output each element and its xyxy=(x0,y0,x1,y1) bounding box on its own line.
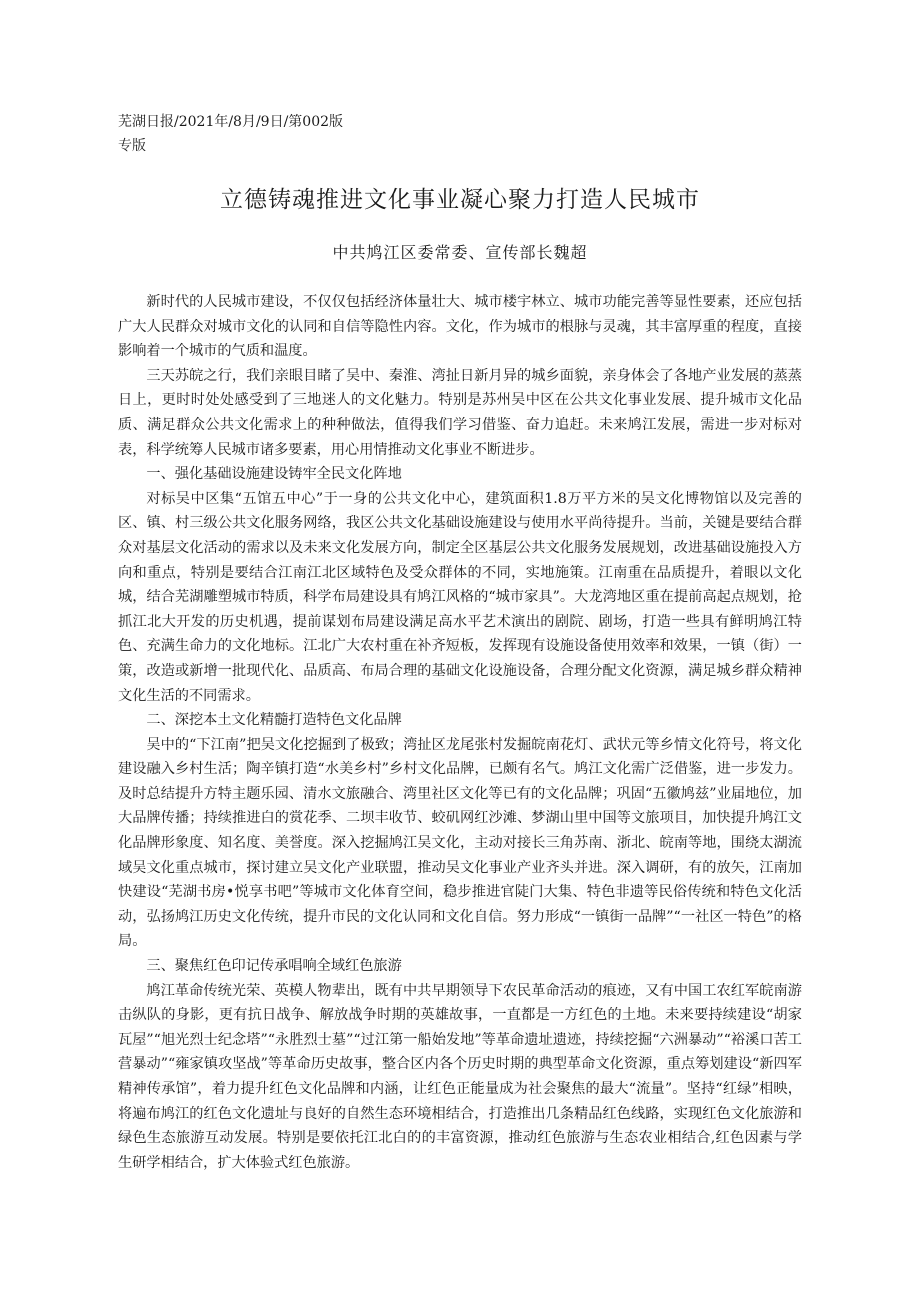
publication-meta xyxy=(118,110,343,158)
section-heading-3: 三、聚焦红色印记传承唱响全域红色旅游 xyxy=(146,958,402,975)
section-label: 专版 xyxy=(118,138,146,154)
section-heading-2: 二、深挖本土文化精髓打造特色文化品牌 xyxy=(146,712,402,729)
article-title: 立德铸魂推进文化事业凝心聚力打造人民城市 xyxy=(220,187,700,213)
section-heading-1: 一、强化基础设施建设铸牢全民文化阵地 xyxy=(146,466,402,483)
article-author: 中共鸠江区委常委、宣传部长魏超 xyxy=(332,243,588,262)
paragraph-section-1: 对标吴中区集“五馆五中心”于一身的公共文化中心，建筑面积1.8万平方米的吴文化博物馆以及完善的区、镇、村三级公共文化服务网络，我区公共文化基础设施建设与使用水平尚待提升。当前，关键是要结合群众对基层文化活动的需求以及未来文化发展方向，制定全区基层公共文化服务发展规划，改进基础设施投入方向和重点，特别是要结合江南江北区域特色及受众群体的不同，实地施策。江南重在品质提升，着眼以文化城，结合芜湖雕塑城市特质，科学布局建设具有鸠江风格的“城市家具”。大龙湾地区重在提前高起点规划，抢抓江北大开发的历史机遇，提前谋划布局建设满足高水平艺术演出的剧院、剧场，打造一些具有鲜明鸠江特色、充满生命力的文化地标。江北广大农村重在补齐短板，发挥现有设施设备使用效率和效果，一镇（街）一策，改造或新增一批现代化、品质高、布局合理的基础文化设施设备，合理分配文化资源，满足城乡群众精神文化生活的不同需求。 xyxy=(118,490,802,704)
source-line: 芜湖日报/2021年/8月/9日/第002版 xyxy=(118,114,344,130)
paragraph-visit: 三天苏皖之行，我们亲眼目睹了吴中、秦淮、湾扯日新月异的城乡面貌，亲身体会了各地产业发展的蒸蒸日上，更时时处处感受到了三地迷人的文化魅力。特别是苏州吴中区在公共文化事业发展、提升城市文化品质、满足群众公共文化需求上的种种做法，值得我们学习借鉴、奋力追赶。未来鸠江发展，需进一步对标对表，科学统筹人民城市诸多要素，用心用情推动文化事业不断进步。 xyxy=(118,367,802,458)
paragraph-section-3: 鸠江革命传统光荣、英模人物辈出，既有中共早期领导下农民革命活动的痕迹，又有中国工农红军皖南游击纵队的身影，更有抗日战争、解放战争时期的英雄故事，一直都是一方红色的土地。未来要持续建设“胡家瓦屋”“旭光烈士纪念塔”“永胜烈士墓”“过江第一船始发地”等革命遗址遗迹，持续挖掘“六洲暴动”“裕溪口苦工营暴动”“雍家镇攻坚战”等革命历史故事，整合区内各个历史时期的典型革命文化资源，重点筹划建设“新四军精神传承馆”，着力提升红色文化品牌和内涵，让红色正能量成为社会聚焦的最大“流量”。坚持“红绿”相映，将遍布鸠江的红色文化遗址与良好的自然生态环境相结合，打造推出几条精品红色线路，实现红色文化旅游和绿色生态旅游互动发展。特别是要依托江北白的的丰富资源，推动红色旅游与生态农业相结合,红色因素与学生研学相结合，扩大体验式红色旅游。 xyxy=(118,982,802,1171)
paragraph-intro: 新时代的人民城市建设，不仅仅包括经济体量壮大、城市楼宇林立、城市功能完善等显性要素，还应包括广大人民群众对城市文化的认同和自信等隐性内容。文化，作为城市的根脉与灵魂，其丰富厚重的程度，直接影响着一个城市的气质和温度。 xyxy=(118,294,802,360)
paragraph-section-2: 吴中的“下江南”把吴文化挖掘到了极致；湾扯区龙尾张村发掘皖南花灯、武状元等乡情文化符号，将文化建设融入乡村生活；陶辛镇打造“水美乡村”乡村文化品牌，已颇有名气。鸠江文化需广泛借鉴，进一步发力。及时总结提升方特主题乐园、清水文旅融合、湾里社区文化等已有的文化品牌；巩固“五徽鸠兹”业届地位，加大品牌传播；持续推进白的赏花季、二坝丰收节、蛟矶网红沙滩、梦湖山里中国等文旅项目，加快提升鸠江文化品牌形象度、知名度、美誉度。深入挖掘鸠江吴文化，主动对接长三角苏南、浙北、皖南等地，围绕太湖流域吴文化重点城市，探讨建立吴文化产业联盟，推动吴文化事业产业齐头并进。深入调研，有的放矢，江南加快建设“芜湖书房•悦享书吧”等城市文化体育空间，稳步推进官陡门大集、特色非遗等民俗传统和特色文化活动，弘扬鸠江历史文化传统，提升市民的文化认同和文化自信。努力形成“一镇街一品牌”“一社区一特色”的格局。 xyxy=(118,736,802,950)
article-body xyxy=(118,290,802,1175)
